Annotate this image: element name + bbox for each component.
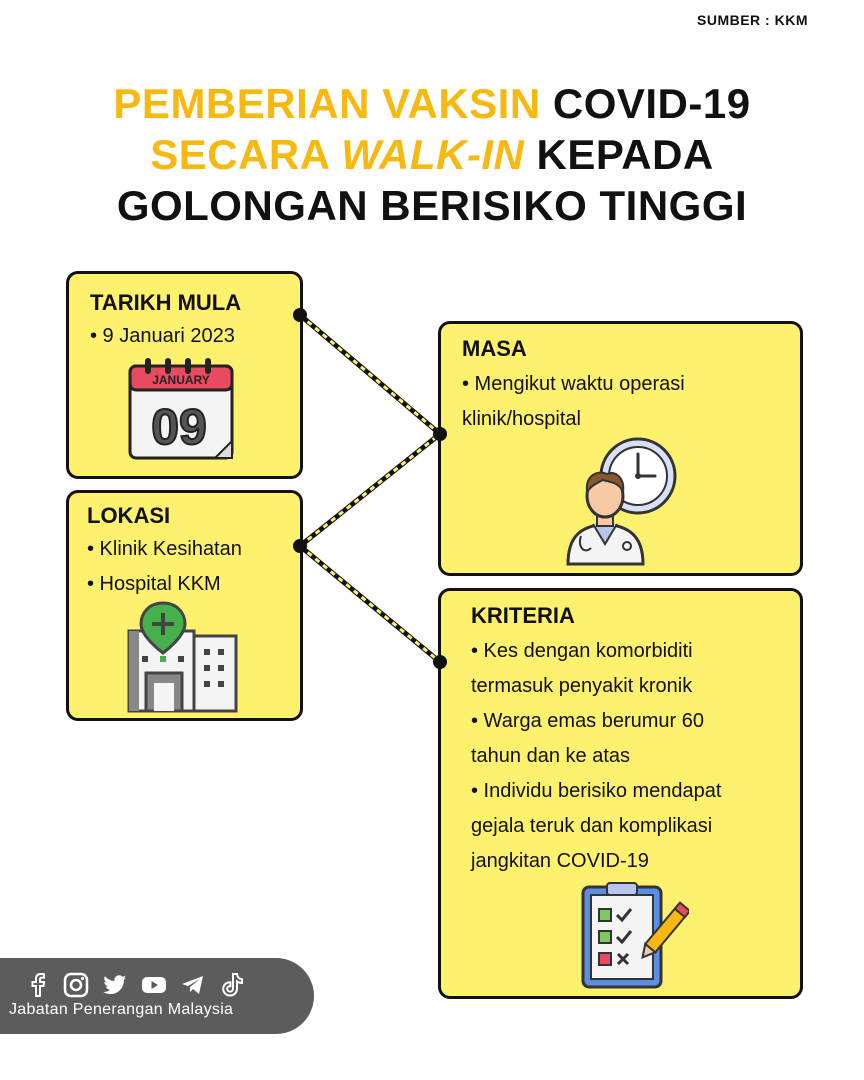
hospital-icon <box>124 601 239 713</box>
card-text: • Klinik Kesihatan <box>87 538 242 560</box>
card-text: tahun dan ke atas <box>471 745 631 767</box>
card-text: klinik/hospital <box>462 408 581 430</box>
card-text: • Warga emas berumur 60 <box>471 710 705 732</box>
calendar-day: 09 <box>151 399 207 455</box>
card-tarikh-mula <box>66 271 303 479</box>
card-title: MASA <box>462 336 527 361</box>
footer-org-name: Jabatan Penerangan Malaysia <box>9 1001 234 1018</box>
title-line-3: GOLONGAN BERISIKO TINGGI <box>116 182 748 229</box>
card-kriteria <box>438 588 803 999</box>
card-title: TARIKH MULA <box>90 290 242 315</box>
card-text: gejala teruk dan komplikasi <box>471 815 713 837</box>
title-highlight: PEMBERIAN VAKSIN <box>113 80 541 127</box>
tiktok-icon[interactable] <box>219 972 245 998</box>
title-line-1 <box>0 78 864 129</box>
telegram-icon[interactable] <box>180 972 206 998</box>
instagram-icon[interactable] <box>63 972 89 998</box>
card-text: • Kes dengan komorbiditi <box>471 640 693 662</box>
youtube-icon[interactable] <box>141 972 167 998</box>
card-text: • Hospital KKM <box>87 573 221 595</box>
card-title: KRITERIA <box>471 603 575 628</box>
calendar-month: JANUARY <box>152 373 210 387</box>
card-masa <box>438 321 803 576</box>
card-lokasi <box>66 490 303 721</box>
checklist-icon <box>579 881 689 991</box>
page-title <box>0 78 864 231</box>
card-text: jangkitan COVID-19 <box>471 850 649 872</box>
source-label: SUMBER : KKM <box>697 12 808 28</box>
card-text: • Individu berisiko mendapat <box>471 780 722 802</box>
doctor-clock-icon <box>563 436 683 566</box>
title-highlight-italic: WALK-IN <box>341 131 525 178</box>
title-line-2 <box>0 129 864 180</box>
footer-bar <box>0 958 314 1034</box>
title-highlight: SECARA <box>150 131 330 178</box>
calendar-icon <box>127 356 237 460</box>
card-text: • Mengikut waktu operasi <box>462 373 685 395</box>
card-text: • 9 Januari 2023 <box>90 325 235 347</box>
card-text: termasuk penyakit kronik <box>471 675 693 697</box>
facebook-icon[interactable] <box>25 972 51 998</box>
title-text: KEPADA <box>536 131 714 178</box>
title-text: COVID-19 <box>552 80 751 127</box>
card-title: LOKASI <box>87 503 171 528</box>
twitter-icon[interactable] <box>102 972 128 998</box>
